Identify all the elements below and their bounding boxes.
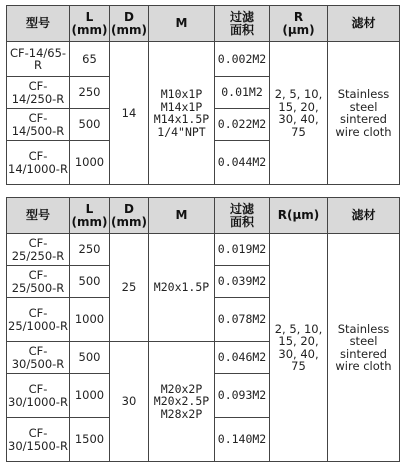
header-area-line2: 面积	[229, 214, 254, 229]
thread-line: M20x1.5P	[153, 280, 210, 295]
header-diameter	[110, 198, 149, 234]
thread-cell	[149, 342, 215, 462]
header-model	[7, 6, 70, 42]
model-cell: CF-14/250-R	[7, 77, 70, 109]
length-cell: 500	[70, 342, 110, 374]
thread-line: M28x2P	[160, 406, 203, 421]
header-length	[70, 6, 110, 42]
length-cell: 250	[70, 77, 110, 109]
length-cell: 250	[70, 234, 110, 266]
diameter-cell: 14	[110, 42, 149, 185]
header-thread-label: M	[175, 208, 188, 222]
area-cell: 0.093M2	[215, 374, 270, 418]
header-media	[328, 198, 400, 234]
diameter-cell: 30	[110, 342, 149, 462]
media-cell: Stainless steel sintered wire cloth	[328, 234, 400, 462]
thread-line: M14x1P	[160, 99, 203, 114]
header-rating-symbol: R	[293, 9, 304, 24]
length-cell: 65	[70, 42, 110, 77]
header-model-label: 型号	[25, 16, 50, 30]
thread-cell	[149, 42, 215, 185]
header-row	[7, 6, 400, 42]
model-cell: CF-14/65-R	[7, 42, 70, 77]
media-cell: Stainless steel sintered wire cloth	[328, 42, 400, 185]
header-area-line1: 过滤	[229, 9, 254, 24]
header-area-line2: 面积	[229, 22, 254, 37]
spec-table-cf14	[6, 5, 400, 185]
rating-cell: 2, 5, 10, 15, 20, 30, 40, 75	[270, 42, 328, 185]
header-length-unit: (mm)	[71, 22, 108, 37]
header-model	[7, 198, 70, 234]
area-cell: 0.140M2	[215, 418, 270, 462]
table-row	[7, 42, 400, 77]
area-cell: 0.046M2	[215, 342, 270, 374]
area-cell: 0.044M2	[215, 141, 270, 185]
length-cell: 500	[70, 266, 110, 298]
area-cell: 0.022M2	[215, 109, 270, 141]
model-cell: CF-30/1000-R	[7, 374, 70, 418]
length-cell: 1000	[70, 298, 110, 342]
header-length	[70, 198, 110, 234]
model-cell: CF-14/500-R	[7, 109, 70, 141]
area-cell: 0.01M2	[215, 77, 270, 109]
header-diameter-symbol: D	[124, 9, 134, 24]
header-rating	[270, 198, 328, 234]
header-model-label: 型号	[25, 208, 50, 222]
header-thread	[149, 6, 215, 42]
length-cell: 1000	[70, 374, 110, 418]
header-media-label: 滤材	[351, 16, 376, 30]
header-area-line1: 过滤	[229, 201, 254, 216]
length-cell: 500	[70, 109, 110, 141]
area-cell: 0.039M2	[215, 266, 270, 298]
header-area	[215, 198, 270, 234]
rating-cell: 2, 5, 10, 15, 20, 30, 40, 75	[270, 234, 328, 462]
length-cell: 1500	[70, 418, 110, 462]
model-cell: CF-25/1000-R	[7, 298, 70, 342]
area-cell: 0.019M2	[215, 234, 270, 266]
length-cell: 1000	[70, 141, 110, 185]
header-media-label: 滤材	[351, 208, 376, 222]
header-length-symbol: L	[85, 201, 94, 216]
header-thread	[149, 198, 215, 234]
header-length-unit: (mm)	[71, 214, 108, 229]
thread-line: M20x2P	[160, 381, 203, 396]
model-cell: CF-25/250-R	[7, 234, 70, 266]
thread-line: M10x1P	[160, 87, 203, 101]
header-media	[328, 6, 400, 42]
header-area	[215, 6, 270, 42]
header-diameter-symbol: D	[124, 201, 134, 216]
header-thread-label: M	[175, 16, 188, 30]
area-cell: 0.078M2	[215, 298, 270, 342]
model-cell: CF-14/1000-R	[7, 141, 70, 185]
header-row	[7, 198, 400, 234]
thread-line: M14x1.5P	[153, 112, 210, 126]
thread-line: 1/4"NPT	[157, 124, 206, 139]
header-length-symbol: L	[85, 9, 94, 24]
header-rating	[270, 6, 328, 42]
header-diameter-unit: (mm)	[111, 214, 147, 229]
spec-table-cf25-cf30	[6, 197, 400, 462]
model-cell: CF-30/1500-R	[7, 418, 70, 462]
thread-cell	[149, 234, 215, 342]
diameter-cell: 25	[110, 234, 149, 342]
thread-line: M20x2.5P	[153, 394, 210, 409]
header-rating-label: R(μm)	[277, 208, 320, 222]
header-diameter-unit: (mm)	[111, 22, 147, 37]
table-row	[7, 234, 400, 266]
model-cell: CF-30/500-R	[7, 342, 70, 374]
area-cell: 0.002M2	[215, 42, 270, 77]
header-rating-unit: (μm)	[282, 22, 315, 37]
model-cell: CF-25/500-R	[7, 266, 70, 298]
header-diameter	[110, 6, 149, 42]
